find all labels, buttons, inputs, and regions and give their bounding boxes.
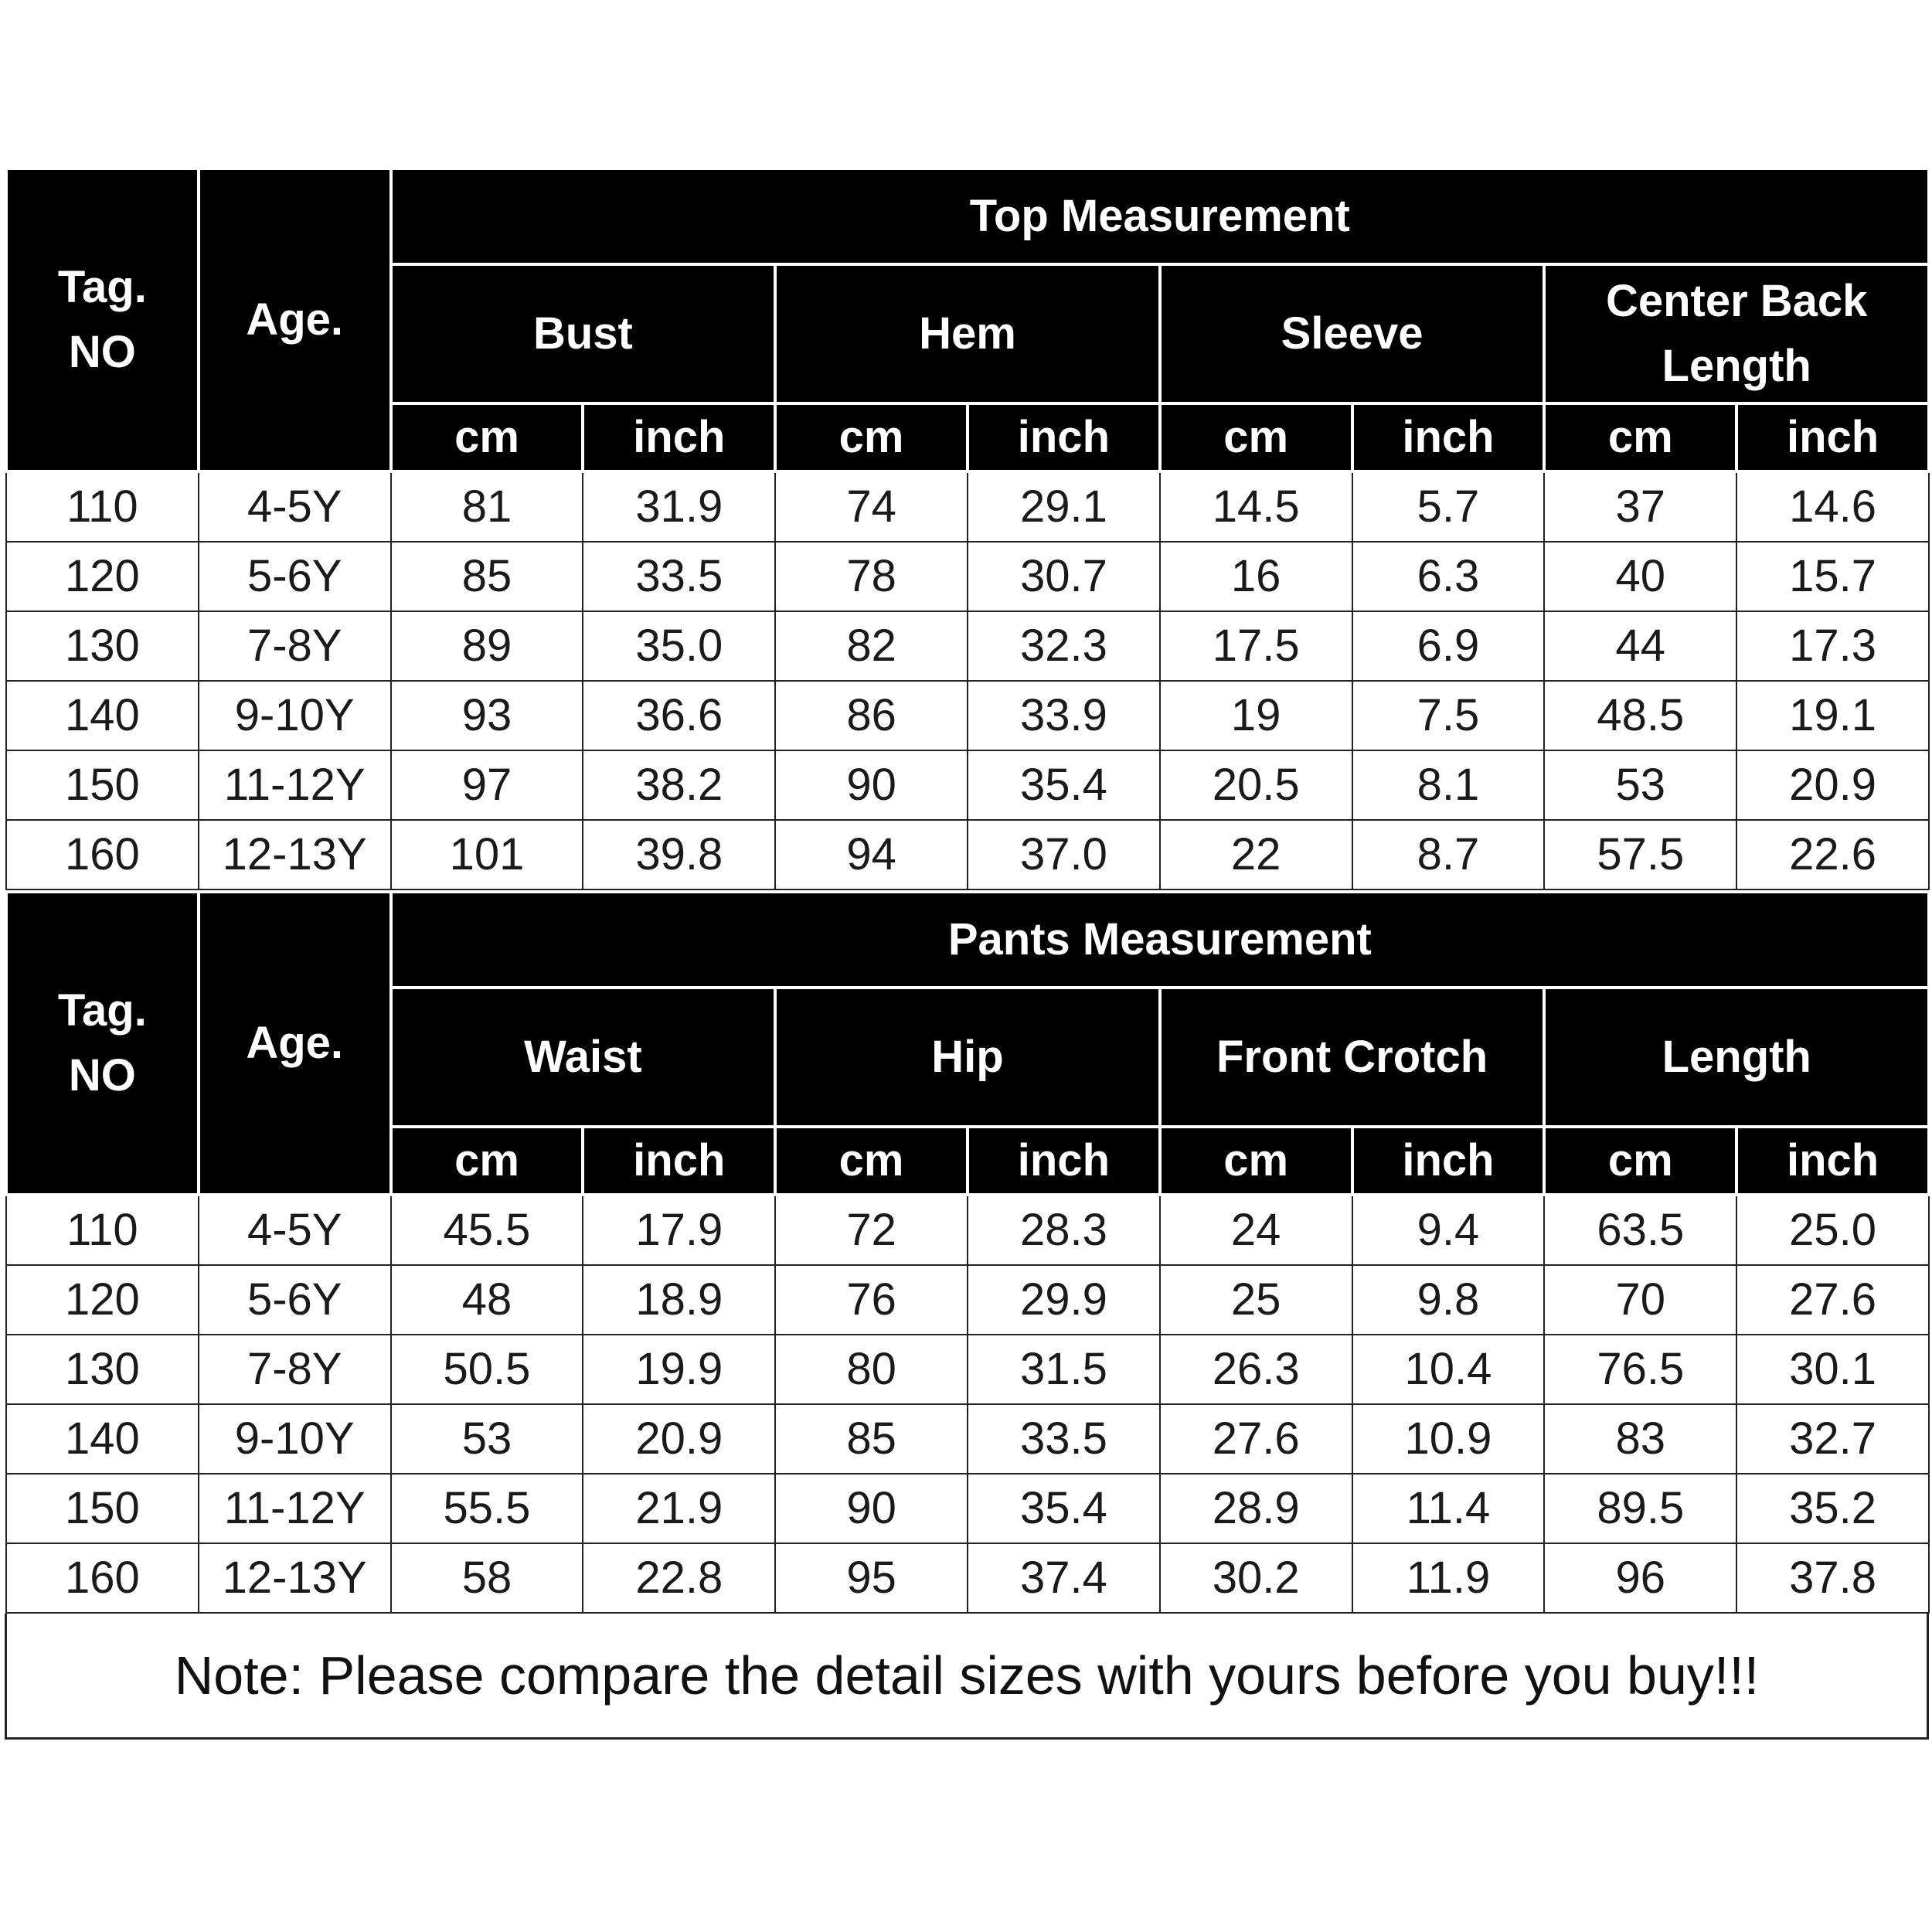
- table-row: [6, 542, 1929, 611]
- measurement-cell: 28.3: [968, 1195, 1160, 1265]
- measurement-cell: 22: [1160, 820, 1352, 889]
- measurement-cell: 20.5: [1160, 750, 1352, 820]
- age-cell: 4-5Y: [199, 1195, 391, 1265]
- table-row: [6, 1195, 1929, 1265]
- table-row: [6, 750, 1929, 820]
- hip-header: Hip: [775, 988, 1160, 1127]
- bust-header: Bust: [391, 264, 776, 403]
- measurement-cell: 19: [1160, 681, 1352, 750]
- table-row: [6, 611, 1929, 681]
- age-header: Age.: [199, 168, 391, 471]
- measurement-cell: 33.5: [968, 1404, 1160, 1474]
- measurement-cell: 16: [1160, 542, 1352, 611]
- measurement-cell: 21.9: [583, 1474, 775, 1543]
- measurement-cell: 37.4: [968, 1543, 1160, 1613]
- unit-cm-header: cm: [391, 1127, 583, 1195]
- measurement-cell: 6.9: [1352, 611, 1545, 681]
- age-cell: 7-8Y: [199, 1335, 391, 1404]
- measurement-cell: 82: [775, 611, 968, 681]
- tag-no-header: Tag. NO: [6, 892, 199, 1195]
- table-row: [6, 820, 1929, 889]
- table-row: [6, 1474, 1929, 1543]
- measurement-cell: 10.9: [1352, 1404, 1545, 1474]
- measurement-cell: 24: [1160, 1195, 1352, 1265]
- measurement-cell: 35.2: [1736, 1474, 1929, 1543]
- tag-no-cell: 120: [6, 542, 199, 611]
- measurement-cell: 30.7: [968, 542, 1160, 611]
- measurement-cell: 76: [775, 1265, 968, 1335]
- measurement-cell: 19.1: [1736, 681, 1929, 750]
- measurement-cell: 17.9: [583, 1195, 775, 1265]
- unit-inch-header: inch: [1352, 403, 1545, 471]
- age-cell: 11-12Y: [199, 1474, 391, 1543]
- measurement-cell: 35.4: [968, 1474, 1160, 1543]
- tag-no-cell: 120: [6, 1265, 199, 1335]
- measurement-cell: 90: [775, 750, 968, 820]
- measurement-cell: 38.2: [583, 750, 775, 820]
- unit-cm-header: cm: [391, 403, 583, 471]
- measurement-cell: 85: [391, 542, 583, 611]
- table-row: [6, 1543, 1929, 1613]
- measurement-cell: 90: [775, 1474, 968, 1543]
- measurement-cell: 9.4: [1352, 1195, 1545, 1265]
- pants-measurement-title: Pants Measurement: [391, 892, 1929, 988]
- waist-header: Waist: [391, 988, 776, 1127]
- age-cell: 7-8Y: [199, 611, 391, 681]
- tag-no-header: Tag. NO: [6, 168, 199, 471]
- measurement-cell: 86: [775, 681, 968, 750]
- unit-inch-header: inch: [583, 403, 775, 471]
- measurement-cell: 15.7: [1736, 542, 1929, 611]
- measurement-cell: 70: [1544, 1265, 1736, 1335]
- measurement-cell: 6.3: [1352, 542, 1545, 611]
- measurement-cell: 17.5: [1160, 611, 1352, 681]
- unit-cm-header: cm: [775, 1127, 968, 1195]
- measurement-cell: 22.6: [1736, 820, 1929, 889]
- measurement-cell: 35.4: [968, 750, 1160, 820]
- measurement-cell: 45.5: [391, 1195, 583, 1265]
- age-cell: 5-6Y: [199, 1265, 391, 1335]
- unit-inch-header: inch: [968, 403, 1160, 471]
- tag-no-cell: 140: [6, 681, 199, 750]
- unit-inch-header: inch: [1352, 1127, 1545, 1195]
- tag-no-cell: 110: [6, 471, 199, 542]
- measurement-cell: 97: [391, 750, 583, 820]
- measurement-cell: 8.7: [1352, 820, 1545, 889]
- measurement-cell: 53: [1544, 750, 1736, 820]
- center-back-length-header: Center Back Length: [1544, 264, 1929, 403]
- age-cell: 4-5Y: [199, 471, 391, 542]
- measurement-cell: 27.6: [1160, 1404, 1352, 1474]
- measurement-cell: 74: [775, 471, 968, 542]
- measurement-cell: 58: [391, 1543, 583, 1613]
- measurement-cell: 96: [1544, 1543, 1736, 1613]
- pants-measurement-table: [5, 890, 1930, 1614]
- unit-inch-header: inch: [1736, 403, 1929, 471]
- top-measurement-table: [5, 167, 1930, 890]
- measurement-cell: 30.2: [1160, 1543, 1352, 1613]
- measurement-cell: 30.1: [1736, 1335, 1929, 1404]
- age-cell: 11-12Y: [199, 750, 391, 820]
- measurement-cell: 11.4: [1352, 1474, 1545, 1543]
- measurement-cell: 50.5: [391, 1335, 583, 1404]
- age-cell: 12-13Y: [199, 820, 391, 889]
- measurement-cell: 44: [1544, 611, 1736, 681]
- measurement-cell: 10.4: [1352, 1335, 1545, 1404]
- unit-cm-header: cm: [1544, 1127, 1736, 1195]
- tag-no-cell: 160: [6, 1543, 199, 1613]
- measurement-cell: 101: [391, 820, 583, 889]
- measurement-cell: 32.7: [1736, 1404, 1929, 1474]
- measurement-cell: 89: [391, 611, 583, 681]
- measurement-cell: 40: [1544, 542, 1736, 611]
- size-note: Note: Please compare the detail sizes with yours before you buy!!!: [5, 1614, 1929, 1740]
- table-row: [6, 471, 1929, 542]
- unit-cm-header: cm: [1544, 403, 1736, 471]
- measurement-cell: 20.9: [583, 1404, 775, 1474]
- length-header: Length: [1544, 988, 1929, 1127]
- measurement-cell: 8.1: [1352, 750, 1545, 820]
- measurement-cell: 28.9: [1160, 1474, 1352, 1543]
- measurement-cell: 26.3: [1160, 1335, 1352, 1404]
- table-row: [6, 1265, 1929, 1335]
- measurement-cell: 14.6: [1736, 471, 1929, 542]
- measurement-cell: 33.9: [968, 681, 1160, 750]
- measurement-cell: 5.7: [1352, 471, 1545, 542]
- size-chart: [5, 167, 1927, 1740]
- measurement-cell: 80: [775, 1335, 968, 1404]
- measurement-cell: 35.0: [583, 611, 775, 681]
- age-cell: 5-6Y: [199, 542, 391, 611]
- front-crotch-header: Front Crotch: [1160, 988, 1545, 1127]
- age-cell: 9-10Y: [199, 681, 391, 750]
- measurement-cell: 25.0: [1736, 1195, 1929, 1265]
- measurement-cell: 94: [775, 820, 968, 889]
- unit-inch-header: inch: [583, 1127, 775, 1195]
- unit-cm-header: cm: [1160, 403, 1352, 471]
- measurement-cell: 27.6: [1736, 1265, 1929, 1335]
- measurement-cell: 31.9: [583, 471, 775, 542]
- measurement-cell: 25: [1160, 1265, 1352, 1335]
- sleeve-header: Sleeve: [1160, 264, 1545, 403]
- measurement-cell: 32.3: [968, 611, 1160, 681]
- measurement-cell: 37.0: [968, 820, 1160, 889]
- age-cell: 12-13Y: [199, 1543, 391, 1613]
- age-header: Age.: [199, 892, 391, 1195]
- measurement-cell: 18.9: [583, 1265, 775, 1335]
- measurement-cell: 33.5: [583, 542, 775, 611]
- measurement-cell: 29.1: [968, 471, 1160, 542]
- table-row: [6, 1404, 1929, 1474]
- measurement-cell: 37.8: [1736, 1543, 1929, 1613]
- measurement-cell: 48.5: [1544, 681, 1736, 750]
- table-row: [6, 1335, 1929, 1404]
- age-cell: 9-10Y: [199, 1404, 391, 1474]
- hem-header: Hem: [775, 264, 1160, 403]
- tag-no-cell: 150: [6, 750, 199, 820]
- measurement-cell: 78: [775, 542, 968, 611]
- measurement-cell: 72: [775, 1195, 968, 1265]
- measurement-cell: 17.3: [1736, 611, 1929, 681]
- tag-no-cell: 130: [6, 611, 199, 681]
- unit-inch-header: inch: [1736, 1127, 1929, 1195]
- tag-no-cell: 150: [6, 1474, 199, 1543]
- unit-cm-header: cm: [775, 403, 968, 471]
- measurement-cell: 53: [391, 1404, 583, 1474]
- measurement-cell: 11.9: [1352, 1543, 1545, 1613]
- unit-cm-header: cm: [1160, 1127, 1352, 1195]
- measurement-cell: 83: [1544, 1404, 1736, 1474]
- measurement-cell: 31.5: [968, 1335, 1160, 1404]
- table-row: [6, 681, 1929, 750]
- measurement-cell: 95: [775, 1543, 968, 1613]
- tag-no-cell: 110: [6, 1195, 199, 1265]
- tag-no-cell: 140: [6, 1404, 199, 1474]
- tag-no-cell: 160: [6, 820, 199, 889]
- measurement-cell: 9.8: [1352, 1265, 1545, 1335]
- measurement-cell: 48: [391, 1265, 583, 1335]
- measurement-cell: 29.9: [968, 1265, 1160, 1335]
- measurement-cell: 93: [391, 681, 583, 750]
- top-measurement-title: Top Measurement: [391, 168, 1929, 264]
- measurement-cell: 63.5: [1544, 1195, 1736, 1265]
- measurement-cell: 37: [1544, 471, 1736, 542]
- measurement-cell: 89.5: [1544, 1474, 1736, 1543]
- measurement-cell: 36.6: [583, 681, 775, 750]
- measurement-cell: 20.9: [1736, 750, 1929, 820]
- measurement-cell: 39.8: [583, 820, 775, 889]
- measurement-cell: 55.5: [391, 1474, 583, 1543]
- measurement-cell: 85: [775, 1404, 968, 1474]
- unit-inch-header: inch: [968, 1127, 1160, 1195]
- measurement-cell: 57.5: [1544, 820, 1736, 889]
- measurement-cell: 7.5: [1352, 681, 1545, 750]
- measurement-cell: 19.9: [583, 1335, 775, 1404]
- tag-no-cell: 130: [6, 1335, 199, 1404]
- measurement-cell: 81: [391, 471, 583, 542]
- measurement-cell: 22.8: [583, 1543, 775, 1613]
- measurement-cell: 14.5: [1160, 471, 1352, 542]
- measurement-cell: 76.5: [1544, 1335, 1736, 1404]
